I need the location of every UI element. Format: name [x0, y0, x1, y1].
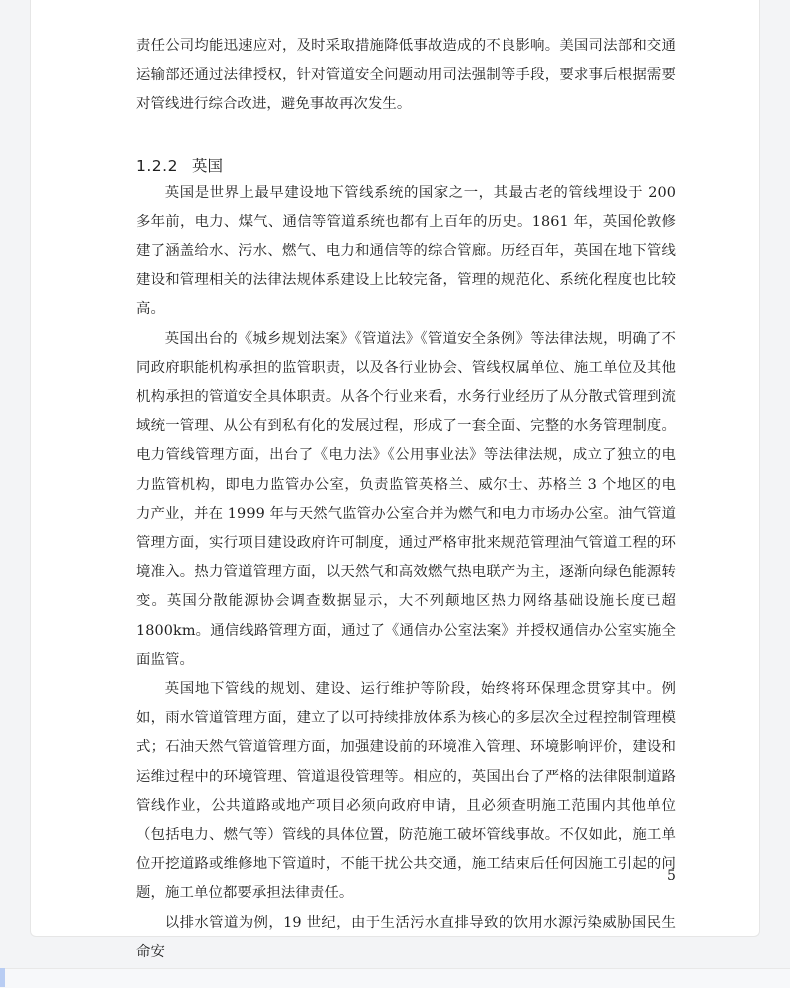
intro-paragraph: 责任公司均能迅速应对，及时采取措施降低事故造成的不良影响。美国司法部和交通运输部还通过法律授权，针对管道安全问题动用司法强制等手段，要求事后根据需要对管线进行综合改进，避免事故再次发生。	[136, 38, 676, 113]
section-heading	[136, 153, 676, 179]
body-paragraph: 英国地下管线的规划、建设、运行维护等阶段，始终将环保理念贯穿其中。例如，雨水管道管理方面，建立了以可持续排放体系为核心的多层次全过程控制管理模式；石油天然气管道管理方面，加强建设前的环境准入管理、环境影响评价，建设和运维过程中的环境管理、管道退役管理等。相应的，英国出台了严格的法律限制道路管线作业，公共道路或地产项目必须向政府申请，且必须查明施工范围内其他单位（包括电力、燃气等）管线的具体位置，防范施工破坏管线事故。不仅如此，施工单位开挖道路或维修地下管道时，不能干扰公共交通，施工结束后任何因施工引起的问题，施工单位都要承担法律责任。	[136, 681, 676, 902]
page-content	[136, 32, 676, 967]
page-number: 5	[667, 868, 676, 884]
body-paragraph: 英国是世界上最早建设地下管线系统的国家之一，其最古老的管线埋设于 200 多年前，电力、煤气、通信等管道系统也都有上百年的历史。1861 年，英国伦敦修建了涵盖给水、污水、燃气、电力和通信等的综合管廊。历经百年，英国在地下管线建设和管理相关的法律法规体系建设上比较完备，管理的规范化、系统化程度也比较高。	[136, 184, 676, 318]
section-title: 英国	[191, 156, 223, 175]
viewer-bottom-strip	[0, 968, 790, 988]
body-paragraph: 以排水管道为例，19 世纪，由于生活污水直排导致的饮用水源污染威胁国民生命安	[136, 914, 676, 960]
section-number: 1.2.2	[136, 156, 178, 175]
next-page-accent	[0, 968, 5, 987]
body-paragraph: 英国出台的《城乡规划法案》《管道法》《管道安全条例》等法律法规，明确了不同政府职能机构承担的监管职责，以及各行业协会、管线权属单位、施工单位及其他机构承担的管道安全具体职责。从各个行业来看，水务行业经历了从分散式管理到流域统一管理、从公有到私有化的发展过程，形成了一套全面、完整的水务管理制度。电力管线管理方面，出台了《电力法》《公用事业法》等法律法规，成立了独立的电力监管机构，即电力监管办公室，负责监管英格兰、威尔士、苏格兰 3 个地区的电力产业，并在 1999 年与天然气监管办公室合并为燃气和电力市场办公室。油气管道管理方面，实行项目建设政府许可制度，通过严格审批来规范管理油气管道工程的环境准入。热力管道管理方面，以天然气和高效燃气热电联产为主，逐渐向绿色能源转变。英国分散能源协会调查数据显示，大不列颠地区热力网络基础设施长度已超 1800km。通信线路管理方面，通过了《通信办公室法案》并授权通信办公室实施全面监管。	[136, 330, 676, 668]
